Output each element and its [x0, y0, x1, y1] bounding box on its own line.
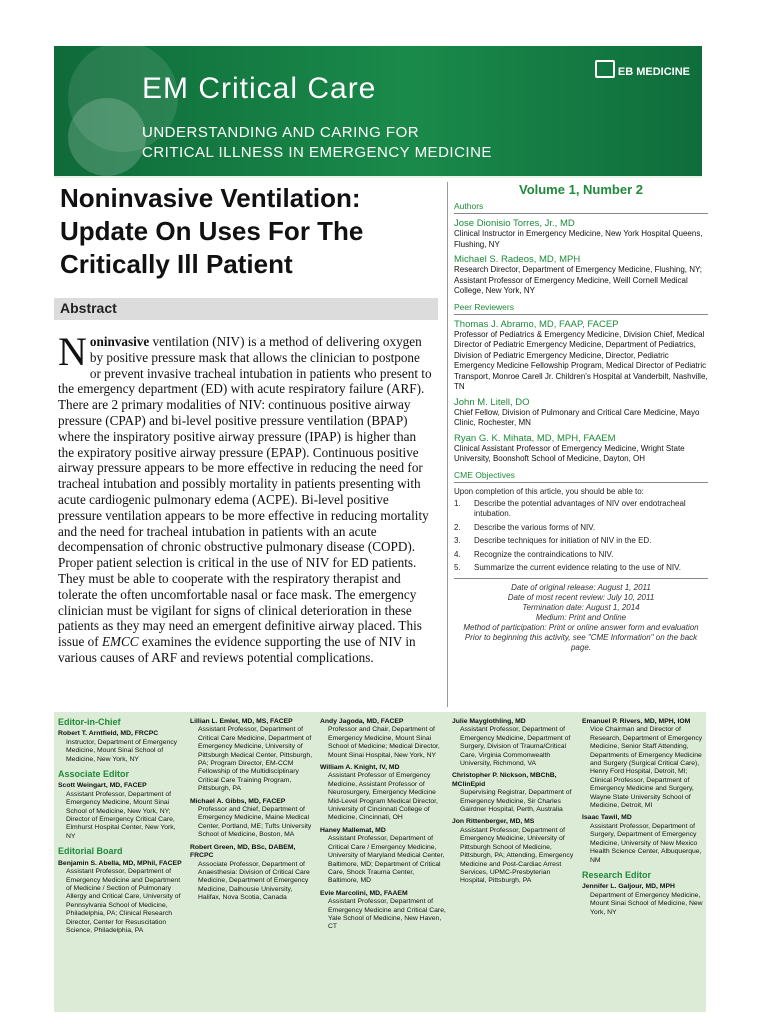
person-name: Michael S. Radeos, MD, MPH	[454, 254, 581, 265]
cme-note: Date of most recent review: July 10, 2011	[507, 592, 655, 602]
person-name: Ryan G. K. Mihata, MD, MPH, FAAEM	[454, 432, 616, 444]
person-affiliation: Research Director, Department of Emergency Medicine, Flushing, NY; Assistant Professor of Emergency Medicine, Weill Cornell Medical College, New York, NY	[454, 265, 703, 295]
banner-rule	[54, 176, 702, 178]
reviewers-list	[454, 319, 708, 465]
board-member-affiliation: Instructor, Department of Emergency Medicine, Mount Sinai School of Medicine, New York, NY	[66, 738, 178, 763]
board-member-name: Julie Mayglothling, MD	[452, 718, 526, 725]
abstract-tail: examines the evidence supporting the use of NIV in various causes of ARF and reviews potential complications.	[58, 634, 416, 665]
person-affiliation: Clinical Assistant Professor of Emergency Medicine, Wright State University, Boonshoft School of Medicine, Dayton, OH	[454, 443, 685, 463]
board-member-affiliation: Department of Emergency Medicine, Mount Sinai School of Medicine, New York, NY	[590, 891, 703, 916]
associate-editor-label: Associate Editor	[58, 769, 130, 780]
board-member-affiliation: Assistant Professor, Department of Emergency Medicine, Department of Surgery, Division of Trauma/Critical Care, Virginia Commonwealth University, Richmond, VA	[460, 726, 571, 768]
board-member-name: Jennifer L. Galjour, MD, MPH	[582, 883, 675, 891]
board-member-affiliation: Assistant Professor of Emergency Medicine, Assistant Professor of Neurosurgery, Emergency Medicine Mid-Level Program Medical Director, University of Cincinnati College of Medicine, Cincinnati, OH	[328, 772, 438, 822]
board-column-3	[320, 716, 446, 932]
article-title: Noninvasive Ventilation: Update On Uses For The Critically Ill Patient	[60, 183, 364, 279]
board-member-name: Emanuel P. Rivers, MD, MPH, IOM	[582, 718, 691, 725]
board-member-name: Robert Green, MD, BSc, DABEM, FRCPC	[190, 843, 296, 860]
abstract-heading: Abstract	[60, 300, 117, 316]
person-name: Jose Dionisio Torres, Jr., MD	[454, 218, 575, 229]
board-member-affiliation: Vice Chairman and Director of Research, Department of Emergency Medicine, Senior Staff Attending, Departments of Emergency Medicine and Surgery (Surgical Critical Care), Henry Ford Hospital, Detroit, MI; Clinical Professor, Department of Emergency Medicine and Surgery, Wayne State University School of Medicine, Detroit, MI	[590, 726, 703, 810]
editorial-board-label: Editorial Board	[58, 846, 123, 857]
objective-text: Summarize the current evidence relating to the use of NIV.	[474, 563, 681, 572]
person-affiliation: Professor of Pediatrics & Emergency Medicine, Division Chief, Medical Director of Pediatric Emergency Medicine, Department of Pediatrics, Division of Pediatric Emergency Medicine, Director, Pediatric Emergency Medicine Fellowship Program, Medical Director of Pediatric Transport, Monroe Carell Jr. Children's Hospital at Vanderbilt, Nashville, TN	[454, 329, 708, 391]
board-column-1	[58, 716, 184, 935]
objective-text: Describe techniques for initiation of NIV in the ED.	[474, 536, 652, 545]
person-affiliation: Clinical Instructor in Emergency Medicine, New York Hospital Queens, Flushing, NY	[454, 229, 703, 249]
board-member-name: Andy Jagoda, MD, FACEP	[320, 718, 404, 725]
journal-title: EM Critical Care	[142, 72, 377, 105]
board-member-affiliation: Assistant Professor, Department of Emergency Medicine and Department of Medicine / Section of Pulmonary Allergy and Critical Care, University of Pennsylvania School of Medicine, Philadelphia, PA; Clinical Research Director, Center for Resuscitation Science, Philadelphia, PA	[66, 868, 181, 934]
cme-note: Date of original release: August 1, 2011	[511, 582, 651, 592]
logo-mark-icon	[595, 60, 615, 78]
cme-note: Method of participation: Print or online answer form and evaluation	[463, 622, 699, 632]
cme-objective	[454, 499, 708, 520]
journal-subtitle-line2: CRITICAL ILLNESS IN EMERGENCY MEDICINE	[142, 144, 492, 161]
cme-note: Medium: Print and Online	[535, 612, 627, 622]
objective-text: Describe the potential advantages of NIV over endotracheal intubation.	[474, 498, 686, 518]
cme-label: CME Objectives	[454, 470, 708, 483]
board-members	[582, 718, 704, 865]
column-divider	[447, 182, 448, 707]
board-member-affiliation: Assistant Professor, Department of Emergency Medicine and Critical Care, Yale School of Medicine, New Haven, CT	[328, 898, 446, 931]
board-column-2	[190, 716, 314, 903]
person-name: Thomas J. Abramo, MD, FAAP, FACEP	[454, 318, 619, 330]
board-member-name: Christopher P. Nickson, MBChB, MClinEpid	[452, 772, 557, 788]
objective-number: 3.	[454, 536, 461, 545]
board-member-name: Michael A. Gibbs, MD, FACEP	[190, 797, 286, 805]
board-member-affiliation: Assistant Professor, Department of Critical Care Medicine, Department of Emergency Medicine, University of Pittsburgh Medical Center, Pittsburgh, PA; Program Director, EM-CCM Fellowship of the Multidisciplinary Critical Care Training Program, Pittsburgh, PA	[198, 726, 313, 793]
volume-number: Volume 1, Number 2	[518, 182, 643, 197]
person-affiliation: Chief Fellow, Division of Pulmonary and Critical Care Medicine, Mayo Clinic, Rochester, MN	[454, 407, 700, 427]
editor-in-chief-label: Editor-in-Chief	[58, 717, 121, 727]
board-member-name: Lillian L. Emlet, MD, MS, FACEP	[190, 718, 293, 725]
research-editor-label: Research Editor	[582, 869, 652, 880]
objective-number: 4.	[454, 549, 461, 559]
board-member-name: Scott Weingart, MD, FACEP	[58, 782, 147, 790]
abstract-heading-bar	[54, 298, 438, 320]
editorial-board	[54, 712, 706, 1012]
board-member-affiliation: Assistant Professor, Department of Surgery, Department of Emergency Medicine, University of New Mexico Health Science Center, Albuquerque, NM	[590, 822, 702, 864]
objective-number: 2.	[454, 522, 461, 532]
objective-text: Describe the various forms of NIV.	[474, 522, 596, 532]
board-member-affiliation: Professor and Chair, Department of Emergency Medicine, Mount Sinai School of Medicine; Medical Director, Mount Sinai Hospital, New York, NY	[328, 726, 440, 759]
authors-label: Authors	[454, 201, 708, 214]
abstract-text: ventilation (NIV) is a method of delivering oxygen by positive pressure mask that allows the clinician to postpone or prevent invasive tracheal intubation in patients who present to the emergency department (ED) with acute respiratory failure (ARF). There are 2 primary modalities of NIV: continuous positive airway pressure (CPAP) and bi-level positive pressure ventilation (BPAP) where the inspiratory positive airway pressure (IPAP) is higher than the expiratory positive airway pressure (EPAP). Continuous positive airway pressure appears to be more effective in reducing the need for tracheal intubation and possibly mortality in patients presenting with acute cardiogenic pulmonary edema (ACPE). Bi-level positive pressure ventilation appears to be more effective in reducing mortality and the need for tracheal intubation in patients with an acute decompensation of chronic obstructive pulmonary disease (COPD). Proper patient selection is critical in the use of NIV for ED patients. They must be able to cooperate with the respiratory therapist and tolerate the often uncomfortable nasal or face mask. The emergency clinician must be vigilant for signs of clinical deterioration in these patients as they may need an emergent definitive airway placed. This issue of	[58, 334, 432, 650]
abstract-body	[58, 329, 434, 666]
board-column-4	[452, 716, 576, 886]
drop-cap: N	[58, 329, 87, 374]
cme-note: Termination date: August 1, 2014	[522, 602, 640, 612]
reviewers-label: Peer Reviewers	[454, 302, 708, 315]
cme-notes	[454, 583, 708, 653]
publisher-logo: EB MEDICINE	[595, 60, 690, 78]
board-member-name: Evie Marcolini, MD, FAAEM	[320, 889, 408, 897]
sidebar	[454, 182, 708, 653]
board-column-5	[582, 716, 704, 917]
decorative-circle	[68, 98, 146, 176]
abstract-journal-abbrev: EMCC	[101, 634, 139, 650]
board-member-name: Haney Mallemat, MD	[320, 826, 386, 834]
objective-text: Recognize the contraindications to NIV.	[474, 549, 614, 559]
board-member-affiliation: Assistant Professor, Department of Emergency Medicine, University of Pittsburgh School of Medicine, Pittsburgh, PA; Attending, Emergency Medicine and Post-Cardiac Arrest Services, UPMC-Presbyterian Hospital, Pittsburgh, PA	[460, 826, 574, 885]
board-member-affiliation: Assistant Professor, Department of Critical Care / Emergency Medicine, University of Maryland Medical Center, Baltimore, MD; Department of Critical Care, Shock Trauma Center, Baltimore, MD	[328, 835, 445, 885]
objective-number: 5.	[454, 563, 461, 572]
board-member-affiliation: Professor and Chief, Department of Emergency Medicine, Maine Medical Center, Portland, ME; Tufts University School of Medicine, Boston, MA	[198, 806, 312, 839]
cme-objective	[454, 550, 708, 561]
cme-objectives-list	[454, 499, 708, 574]
cme-objective	[454, 563, 708, 574]
abstract-first-word: oninvasive	[89, 334, 150, 349]
cme-objective	[454, 523, 708, 534]
board-member-affiliation: Supervising Registrar, Department of Emergency Medicine, Sir Charles Gairdner Hospital, Perth, Australia	[460, 789, 572, 814]
journal-banner	[54, 46, 702, 176]
divider	[454, 578, 708, 579]
board-member-name: Isaac Tawil, MD	[582, 814, 632, 822]
board-member-name: William A. Knight, IV, MD	[320, 764, 400, 772]
person-name: John M. Litell, DO	[454, 396, 530, 408]
journal-subtitle-line1: UNDERSTANDING AND CARING FOR	[142, 124, 420, 141]
board-member-name: Robert T. Arntfield, MD, FRCPC	[58, 730, 159, 738]
board-member-name: Benjamin S. Abella, MD, MPhil, FACEP	[58, 859, 182, 867]
cme-note: Prior to beginning this activity, see "CME Information" on the back page.	[464, 632, 698, 652]
authors-list	[454, 218, 708, 297]
cme-objective	[454, 536, 708, 547]
objective-number: 1.	[454, 498, 461, 508]
cme-intro: Upon completion of this article, you should be able to:	[454, 486, 644, 496]
board-member-affiliation: Assistant Professor, Department of Emergency Medicine, Mount Sinai School of Medicine, New York, NY; Director of Emergency Critical Care, Elmhurst Hospital Center, New York, NY	[66, 790, 176, 840]
board-member-affiliation: Associate Professor, Department of Anaesthesia: Division of Critical Care Medicine, Department of Emergency Medicine, Dalhousie University, Halifax, Nova Scotia, Canada	[198, 860, 310, 902]
board-member-name: Jon Rittenberger, MD, MS	[452, 818, 535, 826]
